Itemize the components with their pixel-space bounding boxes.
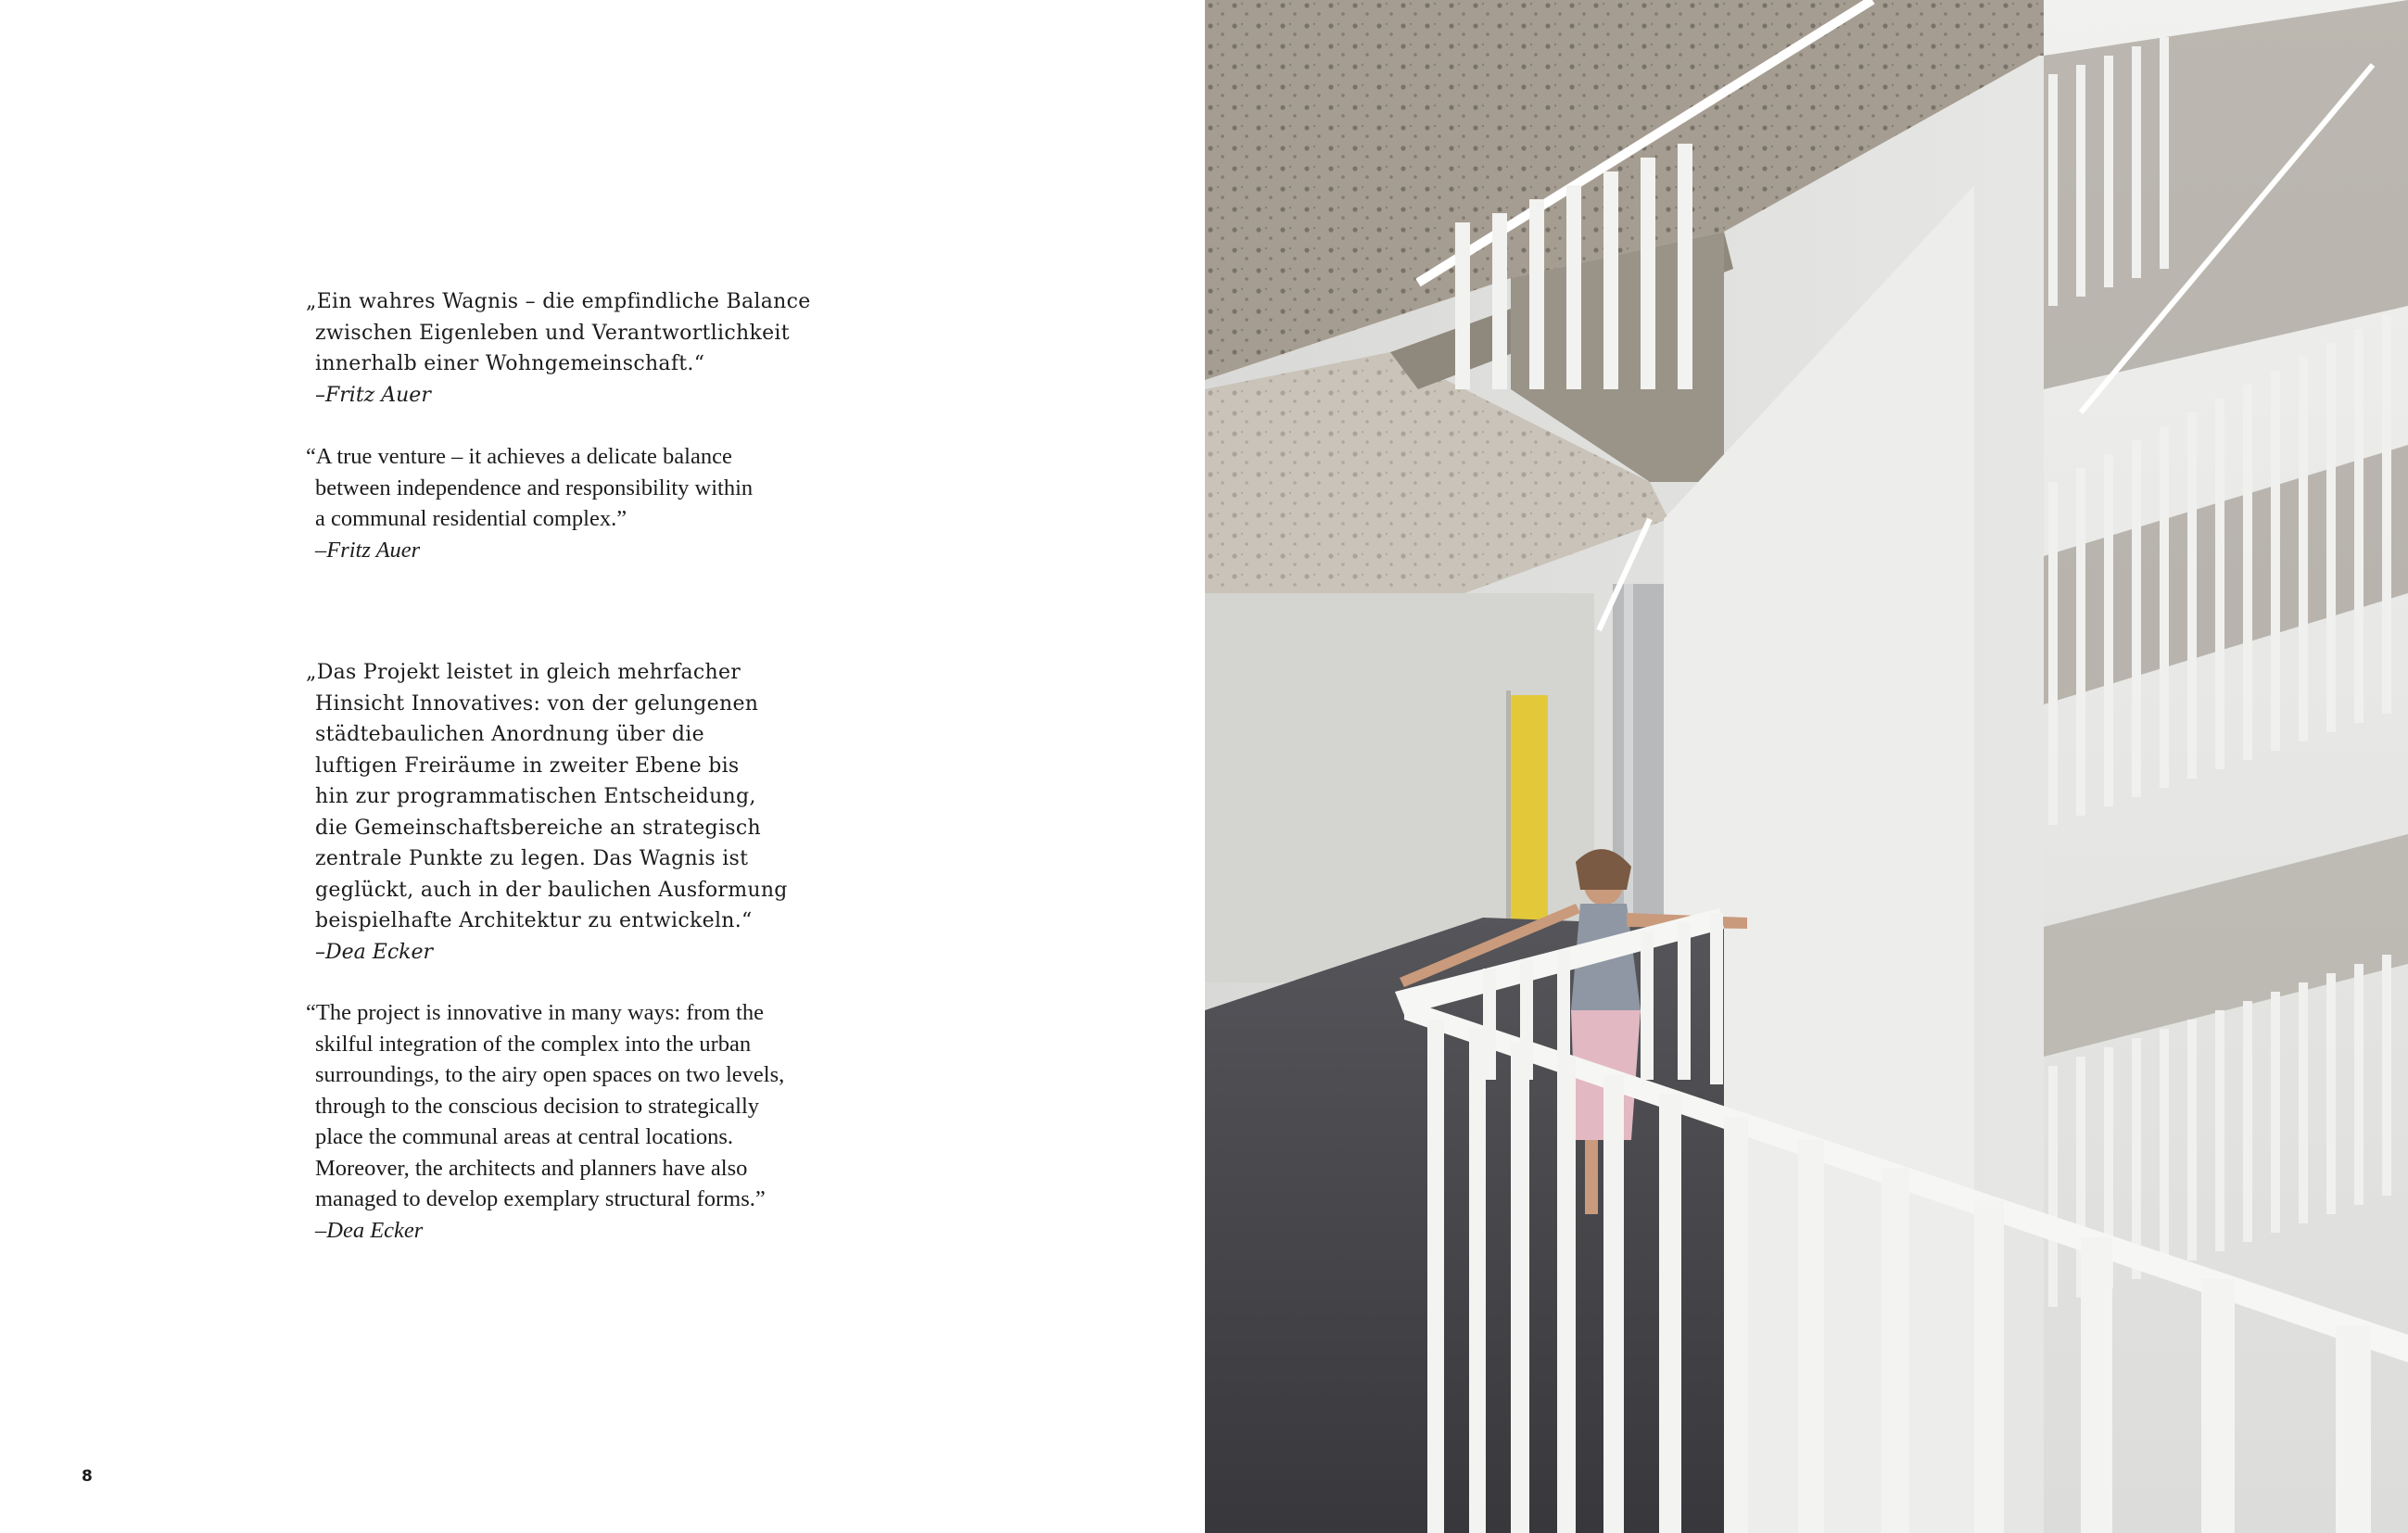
quote-line: hin zur programmatischen Entscheidung, bbox=[315, 785, 756, 808]
quote-line: “A true venture – it achieves a delicate balance bbox=[306, 444, 732, 469]
quote-line: a communal residential complex.” bbox=[315, 506, 627, 531]
quote-line: “The project is innovative in many ways: from the bbox=[306, 1000, 764, 1025]
quote-author: –Fritz Auer bbox=[315, 537, 421, 563]
yellow-door bbox=[1511, 695, 1548, 927]
page-number: 8 bbox=[82, 1467, 93, 1486]
quote-author: –Dea Ecker bbox=[315, 940, 434, 964]
quote-line: „Ein wahres Wagnis – die empfindliche Balance bbox=[306, 290, 811, 313]
quote-line: geglückt, auch in der baulichen Ausformung bbox=[315, 878, 788, 902]
quote-fritz-auer-en bbox=[306, 441, 881, 565]
quote-line: between independence and responsibility within bbox=[315, 475, 754, 500]
quote-dea-ecker-de bbox=[306, 657, 881, 968]
quote-line: die Gemeinschaftsbereiche an strategisch bbox=[315, 816, 761, 840]
quote-line: zentrale Punkte zu legen. Das Wagnis ist bbox=[315, 847, 749, 870]
stairwell-photo bbox=[1205, 0, 2408, 1533]
quote-line: städtebaulichen Anordnung über die bbox=[315, 723, 704, 746]
quote-line: „Das Projekt leistet in gleich mehrfacher bbox=[306, 661, 741, 684]
quote-line: skilful integration of the complex into the urban bbox=[315, 1031, 752, 1057]
quote-author: –Dea Ecker bbox=[315, 1217, 424, 1243]
quote-line: zwischen Eigenleben und Verantwortlichkeit bbox=[315, 321, 790, 345]
quote-line: luftigen Freiräume in zweiter Ebene bis bbox=[315, 754, 740, 778]
quote-fritz-auer-de bbox=[306, 286, 881, 411]
quote-line: managed to develop exemplary structural forms.” bbox=[315, 1186, 766, 1211]
quote-line: beispielhafte Architektur zu entwickeln.“ bbox=[315, 909, 753, 932]
quote-line: through to the conscious decision to strategically bbox=[315, 1093, 760, 1119]
quote-line: innerhalb einer Wohngemeinschaft.“ bbox=[315, 352, 705, 375]
quote-line: surroundings, to the airy open spaces on two levels, bbox=[315, 1062, 785, 1087]
quote-dea-ecker-en bbox=[306, 997, 881, 1246]
quote-line: Moreover, the architects and planners have also bbox=[315, 1155, 748, 1181]
quote-author: –Fritz Auer bbox=[315, 383, 431, 407]
stairwell-photo-graphic bbox=[1205, 0, 2408, 1533]
quote-line: place the communal areas at central locations. bbox=[315, 1124, 734, 1149]
quote-line: Hinsicht Innovatives: von der gelungenen bbox=[315, 691, 759, 716]
